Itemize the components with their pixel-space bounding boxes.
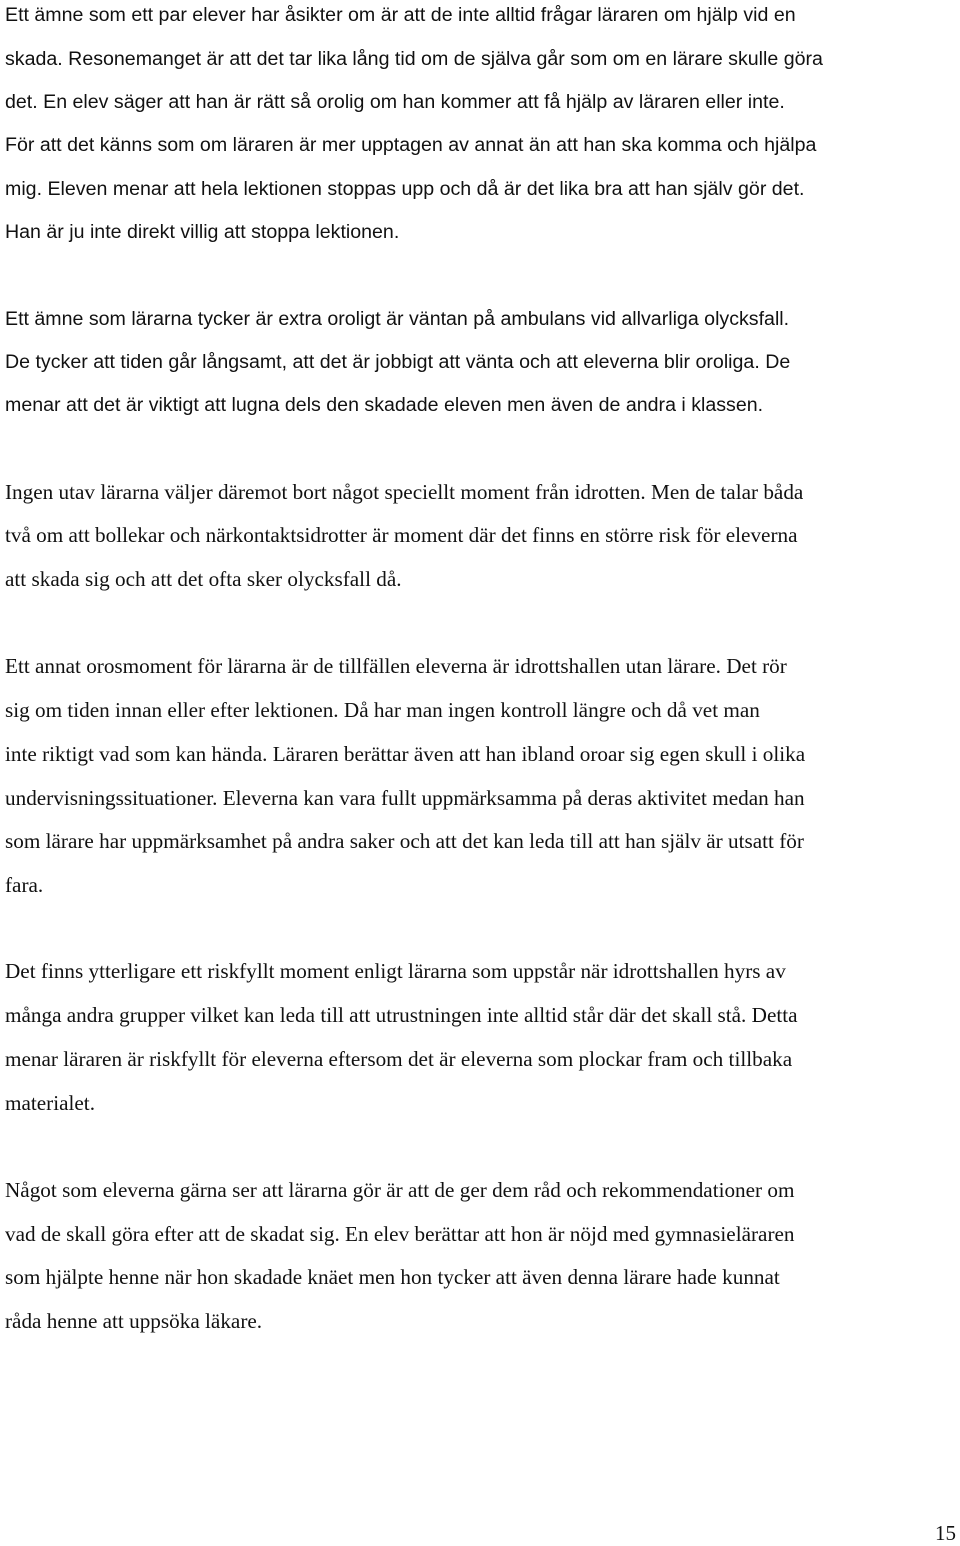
text-line: råda henne att uppsöka läkare.	[5, 1309, 263, 1333]
text-line: Ett ämne som ett par elever har åsikter om är att de inte alltid frågar läraren om hjälp vid en	[5, 4, 796, 26]
text-line: som hjälpte henne när hon skadade knäet men hon tycker att även denna lärare hade kunnat	[5, 1265, 780, 1289]
text-line: undervisningssituationer. Eleverna kan vara fullt uppmärksamma på deras aktivitet medan han	[5, 786, 805, 810]
text-line: mig. Eleven menar att hela lektionen stoppas upp och då är det lika bra att han själv gör det.	[5, 178, 805, 200]
text-line: att skada sig och att det ofta sker olycksfall då.	[5, 567, 402, 591]
text-line: Ett ämne som lärarna tycker är extra oroligt är väntan på ambulans vid allvarliga olycksfall.	[5, 308, 790, 330]
text-line: inte riktigt vad som kan hända. Läraren berättar även att han ibland oroar sig egen skull i olika	[5, 742, 806, 766]
text-line: många andra grupper vilket kan leda till att utrustningen inte alltid står där det skall stå. Detta	[5, 1003, 798, 1027]
text-line: Något som eleverna gärna ser att lärarna gör är att de ger dem råd och rekommendationer om	[5, 1178, 795, 1202]
text-line: menar att det är viktigt att lugna dels den skadade eleven men även de andra i klassen.	[5, 394, 764, 416]
text-line: skada. Resonemanget är att det tar lika lång tid om de själva går som om en lärare skulle göra	[5, 48, 823, 70]
text-line: fara.	[5, 873, 44, 897]
text-line: De tycker att tiden går långsamt, att det är jobbigt att vänta och att eleverna blir oroliga. De	[5, 351, 791, 373]
text-line: Det finns ytterligare ett riskfyllt moment enligt lärarna som uppstår när idrottshallen hyrs av	[5, 959, 786, 983]
text-line: som lärare har uppmärksamhet på andra saker och att det kan leda till att han själv är utsatt för	[5, 829, 804, 853]
page-number: 15	[935, 1521, 956, 1545]
text-line: Ett annat orosmoment för lärarna är de tillfällen eleverna är idrottshallen utan lärare. Det rör	[5, 654, 787, 678]
text-line: två om att bollekar och närkontaktsidrotter är moment där det finns en större risk för eleverna	[5, 523, 798, 547]
text-line: Ingen utav lärarna väljer däremot bort något speciellt moment från idrotten. Men de talar båda	[5, 480, 804, 504]
text-line: Han är ju inte direkt villig att stoppa lektionen.	[5, 221, 400, 243]
text-line: materialet.	[5, 1091, 95, 1115]
text-line: sig om tiden innan eller efter lektionen. Då har man ingen kontroll längre och då vet man	[5, 698, 760, 722]
text-line: vad de skall göra efter att de skadat sig. En elev berättar att hon är nöjd med gymnasieläraren	[5, 1222, 795, 1246]
text-line: menar läraren är riskfyllt för eleverna eftersom det är eleverna som plockar fram och tillbaka	[5, 1047, 793, 1071]
text-line: det. En elev säger att han är rätt så orolig om han kommer att få hjälp av läraren eller inte.	[5, 91, 785, 113]
text-line: För att det känns som om läraren är mer upptagen av annat än att han ska komma och hjälpa	[5, 134, 817, 156]
